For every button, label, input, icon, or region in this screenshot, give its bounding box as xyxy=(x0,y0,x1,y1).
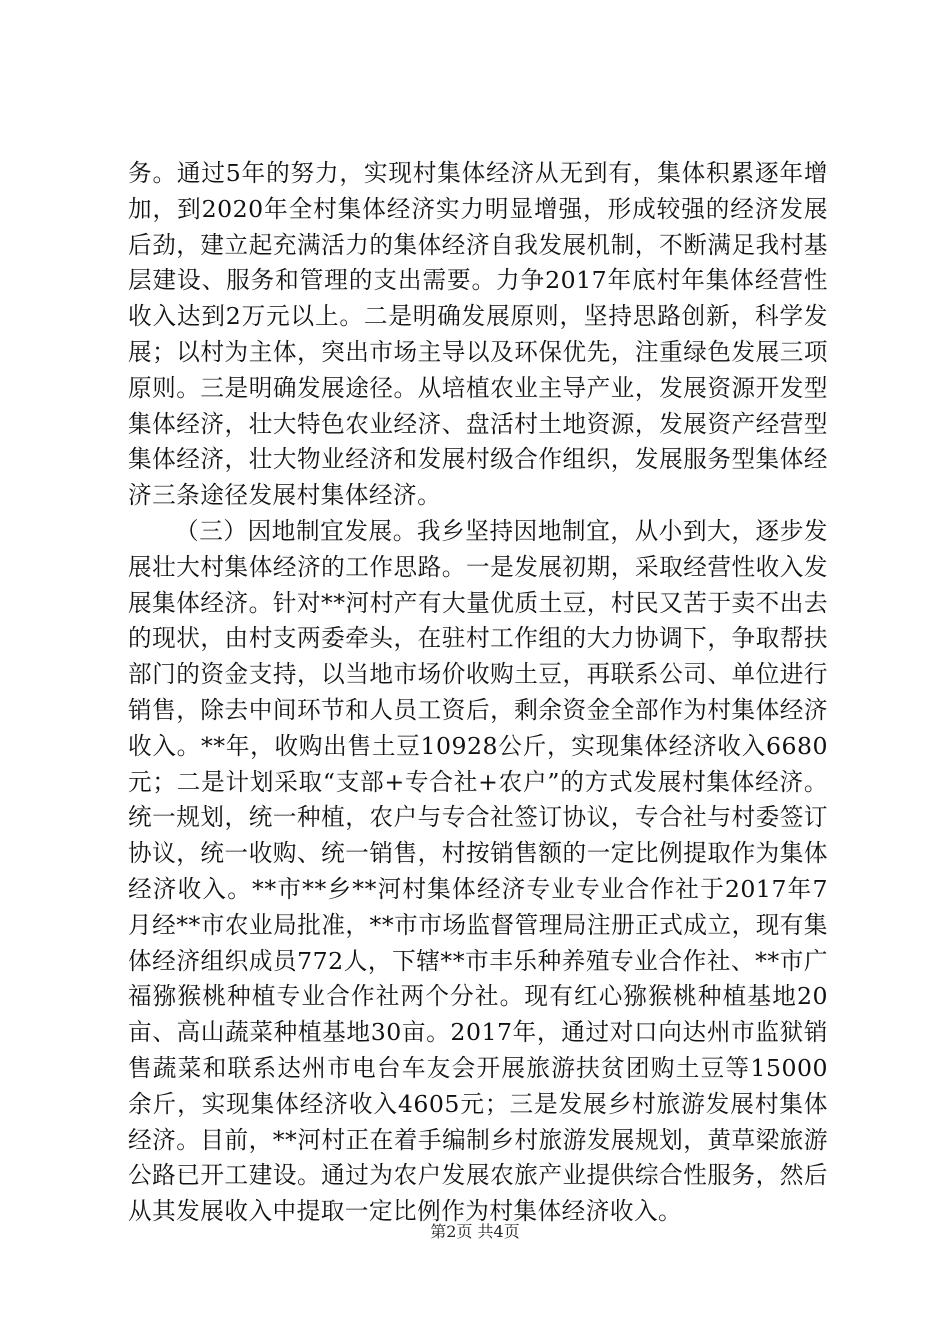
page-footer xyxy=(0,1222,950,1242)
body-paragraph-1: 务。通过5年的努力，实现村集体经济从无到有，集体积累逐年增加，到2020年全村集体经济实力明显增强，形成较强的经济发展后劲，建立起充满活力的集体经济自我发展机制，不断满足我村基层建设、服务和管理的支出需要。力争2017年底村年集体经营性收入达到2万元以上。二是明确发展原则，坚持思路创新，科学发展；以村为主体，突出市场主导以及环保优先，注重绿色发展三项原则。三是明确发展途径。从培植农业主导产业，发展资源开发型集体经济，壮大特色农业经济、盘活村土地资源，发展资产经营型集体经济，壮大物业经济和发展村级合作组织，发展服务型集体经济三条途径发展村集体经济。 xyxy=(128,159,828,510)
body-paragraph-2: （三）因地制宜发展。我乡坚持因地制宜，从小到大，逐步发展壮大村集体经济的工作思路。一是发展初期，采取经营性收入发展集体经济。针对**河村产有大量优质土豆，村民又苦于卖不出去的现状，由村支两委牵头，在驻村工作组的大力协调下，争取帮扶部门的资金支持，以当地市场价收购土豆，再联系公司、单位进行销售，除去中间环节和人员工资后，剩余资金全部作为村集体经济收入。**年，收购出售土豆10928公斤，实现集体经济收入6680元；二是计划采取“支部+专合社+农户”的方式发展村集体经济。统一规划，统一种植，农户与专合社签订协议，专合社与村委签订协议，统一收购、统一销售，村按销售额的一定比例提取作为集体经济收入。**市**乡**河村集体经济专业专业合作社于2017年7月经**市农业局批准，**市市场监督管理局注册正式成立，现有集体经济组织成员772人，下辖**市丰乐种养殖专业合作社、**市广福猕猴桃种植专业合作社两个分社。现有红心猕猴桃种植基地20亩、高山蔬菜种植基地30亩。2017年，通过对口向达州市监狱销售蔬菜和联系达州市电台车友会开展旅游扶贫团购土豆等15000余斤，实现集体经济收入4605元；三是发展乡村旅游发展村集体经济。目前，**河村正在着手编制乡村旅游发展规划，黄草梁旅游公路已开工建设。通过为农户发展农旅产业提供综合性服务，然后从其发展收入中提取一定比例作为村集体经济收入。 xyxy=(128,516,828,1226)
page-number-label: 第2页 共4页 xyxy=(430,1222,520,1241)
document-body xyxy=(128,156,828,1230)
